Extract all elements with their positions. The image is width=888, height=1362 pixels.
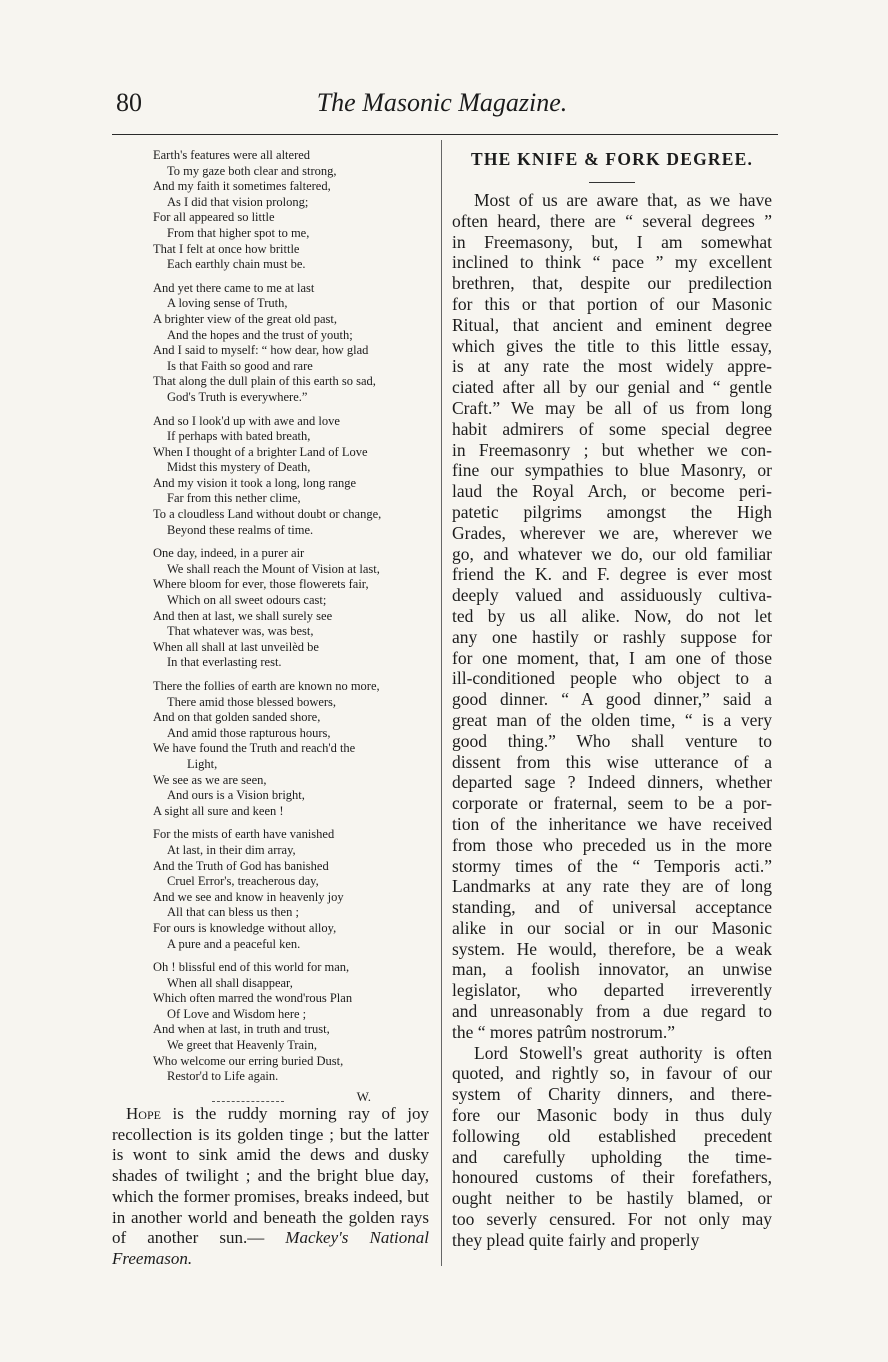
article-line: they plead quite fairly and properly [452,1229,700,1250]
article-line: dissent from this wise utterance of a [452,751,772,772]
poem-stanza [153,148,435,273]
article-line: good thing.” Who shall venture to [452,730,772,751]
poem-line: That whatever was, was best, [167,624,314,639]
article-line: for this or that portion of our Masonic [452,293,772,314]
poem-line: As I did that vision prolong; [167,194,309,209]
poem-line: To a cloudless Land without doubt or change, [153,507,382,522]
article-line: ought neither to be hastily blamed, or [452,1188,772,1209]
poem-line: One day, indeed, in a purer air [153,546,305,561]
article-line: legislator, who departed irreverently [452,980,772,1001]
poem-line: Earth's features were all altered [153,148,311,162]
poem-line: Each earthly chain must be. [167,257,306,272]
article-line: Most of us are aware that, as we have [474,190,772,210]
poem-line: Which often marred the wond'rous Plan [153,991,353,1006]
header-rule [112,134,778,135]
poem-line: A loving sense of Truth, [167,296,288,311]
poem-line: Restor'd to Life again. [167,1069,279,1084]
hope-note-body: is the ruddy morning ray of joy recollection is its golden tinge ; but the latter is wont to sink amid the dews and dusky shades of twilight ; and the bright blue day, which the former promises, breaks indeed, but in another world and beneath the golden rays of another sun.— [112,1104,430,1248]
poem-line: For ours is knowledge without alloy, [153,920,337,935]
article [452,148,772,1251]
poem-line: Light, [187,756,218,771]
column-divider [441,140,442,1266]
article-line: ill-conditioned people who object to a [452,668,772,689]
poem-line: Where bloom for ever, those flowerets fair, [153,577,369,592]
article-line: great man of the olden time, “ is a very [452,709,772,730]
article-line: man, a foolish innovator, an unwise [452,959,772,980]
hope-source: Mackey's National Freemason. [112,1228,429,1268]
poem-line: And my vision it took a long, long range [153,475,357,490]
poem-line: And when at last, in truth and trust, [153,1022,330,1037]
poem [153,148,435,1104]
article-line: standing, and of universal acceptance [452,897,772,918]
article-line: ciated after all by our genial and “ gentle [452,377,772,398]
poem-line: Who welcome our erring buried Dust, [153,1053,344,1068]
article-line: in Freemasonry ; but whether we con- [452,439,772,460]
hope-note-text [112,1104,429,1270]
poem-line: A sight all sure and keen ! [153,803,284,818]
poem-line: And amid those rapturous hours, [167,725,331,740]
poem-line: And on that golden sanded shore, [153,710,321,725]
article-line: and carefully upholding the time- [452,1146,772,1167]
article-line: system of Charity dinners, and there- [452,1084,772,1105]
poem-line: A pure and a peaceful ken. [167,936,301,951]
title-rule [589,182,635,183]
article-line: and unreasonably from a due regard to [452,1001,772,1022]
page-header [112,88,772,128]
poem-line: And ours is a Vision bright, [167,788,305,803]
article-line: deeply valued and assiduously cultiva- [452,585,772,606]
article-line: corporate or fraternal, seem to be a por- [452,793,772,814]
article-line: for one moment, that, I am one of those [452,647,772,668]
hope-first-word: Hope [126,1104,161,1123]
poem-stanza [153,414,435,539]
magazine-title: The Masonic Magazine. [316,88,568,117]
article-line: is at any rate the most widely appre- [452,356,772,377]
article-line: quoted, and rightly so, in favour of our [452,1063,772,1084]
poem-line: And the hopes and the trust of youth; [167,327,353,342]
poem-line: When all shall disappear, [167,975,293,990]
poem-line: God's Truth is everywhere.” [167,389,308,404]
poem-stanza [153,546,435,671]
poem-line: And we see and know in heavenly joy [153,889,344,904]
poem-line: That along the dull plain of this earth so sad, [153,374,376,389]
article-line: Landmarks at any rate they are of long [452,876,772,897]
article-line: system. He would, therefore, be a weak [452,938,772,959]
poem-line: We shall reach the Mount of Vision at last, [167,561,380,576]
article-line: friend the K. and F. degree is ever most [452,564,772,585]
article-line: go, and whatever we do, our old familiar [452,543,772,564]
poem-stanza [153,281,435,406]
poem-line: In that everlasting rest. [167,655,282,670]
poem-line: Beyond these realms of time. [167,522,314,537]
article-line: patetic pilgrims amongst the High [452,501,772,522]
poem-line: Which on all sweet odours cast; [167,593,327,608]
poem-line: At last, in their dim array, [167,842,296,857]
poem-line: From that higher spot to me, [167,225,310,240]
poem-line: Far from this nether clime, [167,491,301,506]
article-line: the “ mores patrûm nostrorum.” [452,1021,676,1042]
article-line: Ritual, that ancient and eminent degree [452,314,772,335]
article-line: any one hastily or rashly suppose for [452,626,772,647]
article-line: laud the Royal Arch, or become peri- [452,481,772,502]
article-line: too severly censured. For not only may [452,1209,772,1230]
poem-stanza [153,960,435,1085]
article-line: Grades, wherever we are, wherever we [452,522,772,543]
article-line: fore our Masonic body in thus duly [452,1105,772,1126]
poem-line: Midst this mystery of Death, [167,460,311,475]
article-line: stormy times of the “ Temporis acti.” [452,855,772,876]
poem-line: There amid those blessed bowers, [167,694,337,709]
article-line: from those who preceded us in the more [452,834,772,855]
poem-line: Of Love and Wisdom here ; [167,1006,307,1021]
poem-line: We see as we are seen, [153,772,267,787]
article-title: THE KNIFE & FORK DEGREE. [470,149,754,169]
poem-line: There the follies of earth are known no more, [153,679,380,693]
section-separator [212,1101,284,1102]
poem-line: And then at last, we shall surely see [153,608,333,623]
poem-line: And my faith it sometimes faltered, [153,179,331,194]
article-line: tion of the inheritance we have received [452,813,772,834]
article-line: honoured customs of their forefathers, [452,1167,772,1188]
poem-line: If perhaps with bated breath, [167,429,311,444]
article-line: Lord Stowell's great authority is often [474,1042,772,1063]
poem-line: That I felt at once how brittle [153,241,300,256]
article-body [452,190,772,1251]
poem-line: All that can bless us then ; [167,905,299,920]
article-line: often heard, there are “ several degrees ” [452,210,772,231]
poem-line: When I thought of a brighter Land of Love [153,444,368,459]
poem-line: And the Truth of God has banished [153,858,329,873]
poem-line: And I said to myself: “ how dear, how glad [153,343,369,358]
hope-note [112,1104,429,1270]
poem-stanza [153,679,435,819]
article-line: Craft.” We may be all of us from long [452,397,772,418]
article-line: inclined to think “ pace ” my excellent [452,252,772,273]
article-line: habit admirers of some special degree [452,418,772,439]
article-line: brethren, that, despite our predilection [452,273,772,294]
poem-line: Cruel Error's, treacherous day, [167,874,319,889]
article-line: ted by us all alike. Now, do not let [452,605,772,626]
article-line: which gives the title to this little essay, [452,335,772,356]
poem-line: We have found the Truth and reach'd the [153,741,356,756]
article-line: good dinner. “ A good dinner,” said a [452,689,772,710]
article-line: following old established precedent [452,1125,772,1146]
poem-line: We greet that Heavenly Train, [167,1038,317,1053]
poem-line: Is that Faith so good and rare [167,358,313,373]
page-number: 80 [116,88,142,117]
poem-line: Oh ! blissful end of this world for man, [153,960,350,975]
article-line: in Freemasony, but, I am somewhat [452,231,772,252]
poem-line: A brighter view of the great old past, [153,311,337,326]
poem-line: For all appeared so little [153,210,275,225]
poem-stanza [153,827,435,952]
poem-line: To my gaze both clear and strong, [167,163,337,178]
poem-line: When all shall at last unveilèd be [153,639,319,654]
poem-line: For the mists of earth have vanished [153,827,335,842]
poem-line: And yet there came to me at last [153,280,315,295]
article-line: departed sage ? Indeed dinners, whether [452,772,772,793]
poem-signature: W. [356,1088,371,1104]
article-line: alike in our social or in our Masonic [452,917,772,938]
article-line: fine our sympathies to blue Masonry, or [452,460,772,481]
poem-line: And so I look'd up with awe and love [153,413,340,428]
